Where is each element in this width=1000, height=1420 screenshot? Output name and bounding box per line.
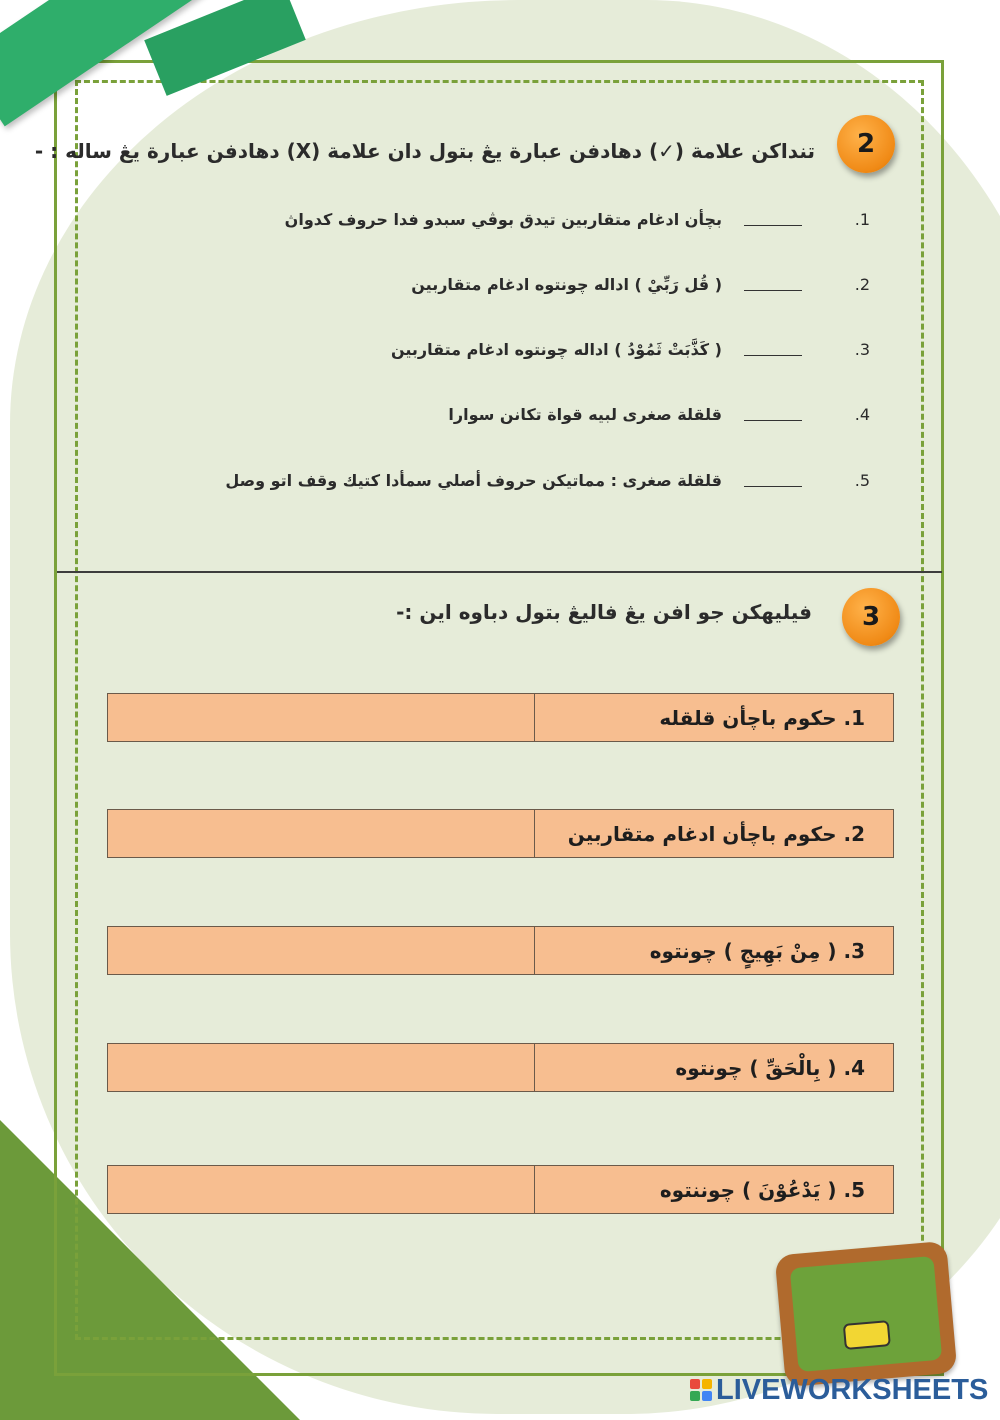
answer-dropdown[interactable] [108,810,535,857]
statement-2 [411,275,870,294]
brand-mark-icon [690,1379,712,1401]
eraser-icon [843,1320,891,1350]
answer-blank[interactable] [744,474,802,487]
section-2-instruction: تنداكن علامة (✓) دهادفن عبارة يڠ بتول دان علامة (X) دهادفن عبارة يڠ ساله : - [34,139,815,163]
question-text: 3. ( مِنْ بَهِيجٍ ) چونتوه [649,938,865,963]
statement-text: ( كَذَّبَتْ ثَمُوْدُ ) اداله چونتوه ادغام متقاربين [390,340,722,359]
question-row-4 [107,1043,894,1092]
section-2-badge: 2 [837,115,895,173]
question-row-5 [107,1165,894,1214]
question-text: 1. حكوم باچأن قلقله [659,705,865,730]
question-row-3 [107,926,894,975]
statement-4 [448,405,870,424]
answer-dropdown[interactable] [108,1044,535,1091]
statement-text: قلقلة صغرى لبيه قواة تكانن سوارا [448,405,722,424]
statement-3 [391,340,870,359]
section-3-badge: 3 [842,588,900,646]
answer-blank[interactable] [744,213,802,226]
statement-text: قلقلة صغرى : مماتيكن حروف أصلي سمأدا كتيك وقف اتو وصل [225,471,722,490]
brand-name: LIVEWORKSHEETS [716,1373,989,1406]
statement-5 [225,471,870,490]
statement-number: 3. [854,340,870,359]
question-row-1 [107,693,894,742]
brand-logo[interactable] [690,1374,988,1406]
chalkboard-illustration [775,1241,958,1387]
section-3-instruction: فيليهكن جو افن يڠ فاليڠ بتول دباوه اين :- [396,600,812,624]
answer-dropdown[interactable] [108,927,535,974]
statement-text: ( قُل رَبِّيْ ) اداله چونتوه ادغام متقاربين [411,275,722,294]
question-text: 2. حكوم باچأن ادغام متقاربين [567,821,865,846]
question-text: 4. ( بِالْحَقِّ ) چونتوه [675,1055,865,1080]
answer-dropdown[interactable] [108,694,535,741]
answer-blank[interactable] [744,278,802,291]
answer-dropdown[interactable] [108,1166,535,1213]
statement-number: 4. [854,405,870,424]
section-divider [57,571,942,573]
statement-number: 1. [854,210,870,229]
chalkboard-face [790,1256,943,1372]
statement-number: 2. [854,275,870,294]
question-row-2 [107,809,894,858]
statement-number: 5. [854,471,870,490]
answer-blank[interactable] [744,408,802,421]
statement-text: بچأن ادغام متقاربين تيدق بوڤي سبدو فدا حروف كدواڽ [284,210,722,229]
statement-1 [285,210,870,229]
question-text: 5. ( يَدْعُوْنَ ) چوننتوه [659,1177,865,1202]
answer-blank[interactable] [744,343,802,356]
